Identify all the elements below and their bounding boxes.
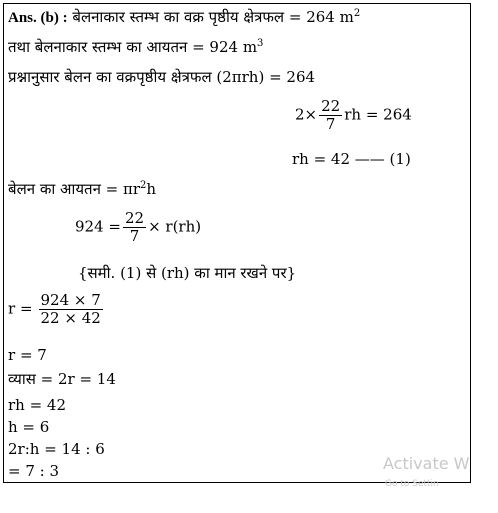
fraction-numerator: 22 <box>124 209 145 227</box>
line-5 <box>292 150 411 168</box>
line-3 <box>8 68 315 86</box>
fraction-denominator: 7 <box>129 227 140 245</box>
height-result: h = 6 <box>8 418 50 436</box>
line-1 <box>8 8 360 27</box>
line-11 <box>8 370 116 388</box>
diameter-result: व्यास = 2r = 14 <box>8 370 116 388</box>
formula-suffix: h <box>146 180 157 198</box>
unit-superscript-2: 2 <box>353 8 361 19</box>
windows-activation-watermark-sub <box>385 479 439 489</box>
fraction-r-value <box>39 292 103 327</box>
curved-surface-area-statement: बेलनाकार स्तम्भ का वक्र पृष्ठीय क्षेत्रफल = 264 m <box>72 8 354 26</box>
watermark-line-2: Go to Settin <box>385 479 439 489</box>
line-9 <box>8 292 105 327</box>
fraction-22-over-7 <box>319 98 342 133</box>
radius-exponent: 2 <box>140 180 147 191</box>
volume-statement: तथा बेलनाकार स्तम्भ का आयतन = 924 m <box>8 38 258 56</box>
fraction-numerator: 924 × 7 <box>40 291 101 309</box>
answer-label: Ans. (b) : <box>8 10 68 26</box>
rh-value: rh = 42 <box>8 396 67 414</box>
unit-superscript-3: 3 <box>257 38 264 49</box>
line-14 <box>8 440 105 458</box>
line-13 <box>8 418 49 436</box>
line-10 <box>8 346 47 364</box>
substitution-note: {समी. (1) से (rh) का मान रखने पर} <box>78 264 297 282</box>
fraction-numerator: 22 <box>321 97 341 115</box>
line-15 <box>8 462 59 480</box>
watermark-line-1: Activate W <box>383 454 470 473</box>
equation-1: rh = 42 —— (1) <box>292 150 411 168</box>
equation-prefix: 2× <box>295 105 318 124</box>
ratio-statement: 2r:h = 14 : 6 <box>8 440 105 458</box>
equation-suffix: × r(rh) <box>148 217 202 236</box>
line-4 <box>295 98 412 133</box>
cylinder-volume-formula: बेलन का आयतन = πr <box>8 180 141 198</box>
equation-suffix: rh = 264 <box>344 105 412 124</box>
fraction-denominator: 7 <box>325 115 336 133</box>
line-6 <box>8 180 156 198</box>
ratio-result: = 7 : 3 <box>8 462 60 480</box>
radius-result: r = 7 <box>8 346 47 364</box>
question-condition: प्रश्नानुसार बेलन का वक्रपृष्ठीय क्षेत्रफल (2πrh) = 264 <box>8 68 316 86</box>
fraction-denominator: 22 × 42 <box>40 309 101 327</box>
line-7 <box>75 210 201 245</box>
line-2 <box>8 38 263 56</box>
windows-activation-watermark <box>383 454 469 473</box>
equation-prefix: r = <box>8 299 33 318</box>
fraction-22-over-7 <box>123 210 146 245</box>
line-8 <box>78 264 296 282</box>
line-12 <box>8 396 66 414</box>
equation-prefix: 924 = <box>75 217 121 236</box>
